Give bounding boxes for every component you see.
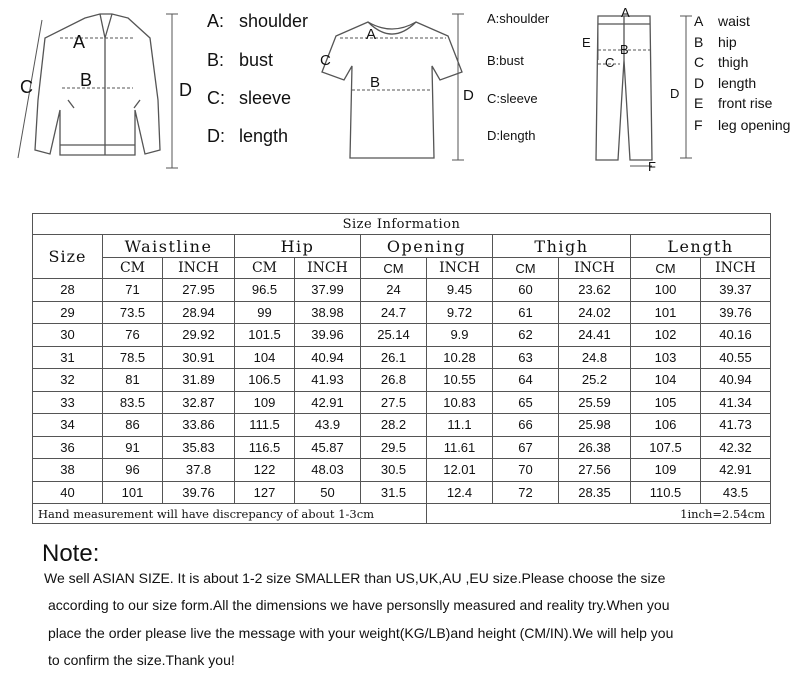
group-waistline: Waistline [103,235,235,258]
table-row [33,324,771,347]
table-cell: 122 [235,459,295,482]
table-cell: 27.56 [559,459,631,482]
table-cell: 96.5 [235,279,295,302]
unit-header: INCH [163,258,235,279]
table-cell: 27.95 [163,279,235,302]
table-cell: 91 [103,436,163,459]
table-cell: 96 [103,459,163,482]
footer-discrepancy-note: Hand measurement will have discrepancy of about 1-3cm [33,504,427,524]
table-row [33,301,771,324]
table-cell: 70 [493,459,559,482]
table-cell: 64 [493,369,559,392]
table-cell: 83.5 [103,391,163,414]
table-cell: 43.9 [295,414,361,437]
table-cell: 24.41 [559,324,631,347]
table-cell: 86 [103,414,163,437]
table-cell: 11.1 [427,414,493,437]
table-cell: 40.94 [295,346,361,369]
table-cell: 40.16 [701,324,771,347]
note-line-2: according to our size form.All the dimensions we have personslly measured and reality try.When you [48,597,670,613]
jacket-marker-a: A [73,32,86,52]
pants-legend-e: E front rise [694,95,773,111]
table-cell: 9.9 [427,324,493,347]
measurement-diagrams [0,0,800,200]
table-cell: 28.2 [361,414,427,437]
unit-header: CM [493,258,559,279]
pants-legend-f: F leg opening [694,117,791,133]
table-title: Size Information [33,214,771,235]
jacket-illustration [35,14,160,155]
table-cell: 116.5 [235,436,295,459]
size-cell: 34 [33,414,103,437]
table-cell: 81 [103,369,163,392]
table-cell: 109 [631,459,701,482]
table-cell: 39.37 [701,279,771,302]
table-cell: 101.5 [235,324,295,347]
table-cell: 35.83 [163,436,235,459]
table-cell: 32.87 [163,391,235,414]
table-cell: 31.89 [163,369,235,392]
pants-marker-b: B [620,42,629,57]
jacket-marker-d: D [179,80,192,100]
tshirt-marker-c: C [320,52,331,69]
table-cell: 12.01 [427,459,493,482]
table-cell: 111.5 [235,414,295,437]
size-cell: 33 [33,391,103,414]
group-hip: Hip [235,235,361,258]
table-cell: 110.5 [631,481,701,504]
table-cell: 103 [631,346,701,369]
table-cell: 28.94 [163,301,235,324]
table-cell: 24.02 [559,301,631,324]
table-row [33,436,771,459]
note-title: Note: [42,540,100,567]
note-line-4: to confirm the size.Thank you! [48,652,235,668]
footer-conversion-note: 1inch=2.54cm [427,504,771,524]
table-cell: 24.8 [559,346,631,369]
table-row [33,391,771,414]
table-cell: 50 [295,481,361,504]
group-thigh: Thigh [493,235,631,258]
table-cell: 48.03 [295,459,361,482]
table-cell: 33.86 [163,414,235,437]
table-cell: 37.8 [163,459,235,482]
table-cell: 105 [631,391,701,414]
table-cell: 104 [631,369,701,392]
jacket-legend-a: A: shoulder [207,11,309,31]
group-opening: Opening [361,235,493,258]
table-cell: 66 [493,414,559,437]
size-cell: 36 [33,436,103,459]
pants-marker-e: E [582,35,591,50]
table-cell: 39.76 [701,301,771,324]
size-cell: 30 [33,324,103,347]
table-cell: 10.83 [427,391,493,414]
table-row [33,369,771,392]
size-cell: 29 [33,301,103,324]
table-cell: 29.5 [361,436,427,459]
table-cell: 25.2 [559,369,631,392]
size-cell: 40 [33,481,103,504]
table-cell: 71 [103,279,163,302]
tshirt-marker-b: B [370,74,381,91]
table-cell: 30.91 [163,346,235,369]
table-cell: 23.62 [559,279,631,302]
table-cell: 25.59 [559,391,631,414]
jacket-marker-b: B [80,70,93,90]
table-cell: 43.5 [701,481,771,504]
table-row [33,414,771,437]
table-row [33,481,771,504]
size-header: Size [33,235,103,279]
unit-header: CM [235,258,295,279]
group-length: Length [631,235,771,258]
table-cell: 39.76 [163,481,235,504]
jacket-marker-c: C [20,77,33,97]
table-cell: 12.4 [427,481,493,504]
table-cell: 9.72 [427,301,493,324]
unit-header: INCH [295,258,361,279]
table-cell: 62 [493,324,559,347]
table-cell: 40.94 [701,369,771,392]
table-cell: 40.55 [701,346,771,369]
table-cell: 29.92 [163,324,235,347]
pants-marker-d: D [670,86,680,101]
table-row [33,459,771,482]
pants-legend-c: C thigh [694,54,749,70]
table-cell: 31.5 [361,481,427,504]
table-row [33,346,771,369]
table-cell: 102 [631,324,701,347]
pants-legend-b: B hip [694,34,737,50]
table-cell: 38.98 [295,301,361,324]
unit-header: INCH [427,258,493,279]
table-row [33,279,771,302]
table-cell: 127 [235,481,295,504]
table-cell: 72 [493,481,559,504]
table-cell: 24.7 [361,301,427,324]
table-cell: 65 [493,391,559,414]
tshirt-dim-lines [340,14,464,160]
jacket-legend-b: B: bust [207,50,274,70]
note-line-3: place the order please live the message with your weight(KG/LB)and height (CM/IN).We will help you [48,625,674,641]
table-cell: 26.38 [559,436,631,459]
table-cell: 78.5 [103,346,163,369]
pants-legend-a: A waist [694,13,750,29]
table-cell: 37.99 [295,279,361,302]
table-body [33,279,771,504]
table-cell: 101 [631,301,701,324]
tshirt-marker-a: A [366,26,377,43]
pants-illustration [596,16,652,160]
table-cell: 63 [493,346,559,369]
table-cell: 25.14 [361,324,427,347]
table-cell: 41.93 [295,369,361,392]
unit-header: INCH [559,258,631,279]
table-cell: 76 [103,324,163,347]
size-cell: 28 [33,279,103,302]
jacket-legend-c: C: sleeve [207,88,292,108]
table-cell: 42.91 [295,391,361,414]
pants-legend-d: D length [694,75,757,91]
table-cell: 10.28 [427,346,493,369]
table-cell: 109 [235,391,295,414]
table-cell: 27.5 [361,391,427,414]
table-cell: 26.8 [361,369,427,392]
table-cell: 41.73 [701,414,771,437]
table-cell: 100 [631,279,701,302]
pants-marker-f: F [648,159,656,174]
jacket-legend-d: D: length [207,126,289,146]
table-cell: 99 [235,301,295,324]
tshirt-legend-c: C:sleeve [487,91,538,106]
table-cell: 67 [493,436,559,459]
unit-header: CM [361,258,427,279]
table-cell: 28.35 [559,481,631,504]
unit-header: CM [631,258,701,279]
unit-header: INCH [701,258,771,279]
table-cell: 104 [235,346,295,369]
table-cell: 9.45 [427,279,493,302]
table-cell: 24 [361,279,427,302]
note-line-1: We sell ASIAN SIZE. It is about 1-2 size SMALLER than US,UK,AU ,EU size.Please choose the size [44,570,666,586]
table-cell: 61 [493,301,559,324]
table-cell: 106.5 [235,369,295,392]
table-cell: 11.61 [427,436,493,459]
size-cell: 31 [33,346,103,369]
tshirt-legend-b: B:bust [487,53,524,68]
pants-marker-a: A [621,5,630,20]
size-cell: 38 [33,459,103,482]
table-cell: 73.5 [103,301,163,324]
tshirt-marker-d: D [463,87,474,104]
size-cell: 32 [33,369,103,392]
table-cell: 26.1 [361,346,427,369]
size-table [32,213,771,524]
tshirt-legend-d: D:length [487,128,536,143]
unit-header: CM [103,258,163,279]
table-cell: 101 [103,481,163,504]
table-cell: 41.34 [701,391,771,414]
table-cell: 107.5 [631,436,701,459]
table-cell: 39.96 [295,324,361,347]
table-cell: 30.5 [361,459,427,482]
pants-marker-c: C [605,55,615,70]
table-cell: 10.55 [427,369,493,392]
table-cell: 45.87 [295,436,361,459]
table-cell: 42.91 [701,459,771,482]
tshirt-legend-a: A:shoulder [487,11,550,26]
table-cell: 42.32 [701,436,771,459]
table-cell: 25.98 [559,414,631,437]
diagram-lines [0,0,800,200]
table-cell: 106 [631,414,701,437]
table-cell: 60 [493,279,559,302]
